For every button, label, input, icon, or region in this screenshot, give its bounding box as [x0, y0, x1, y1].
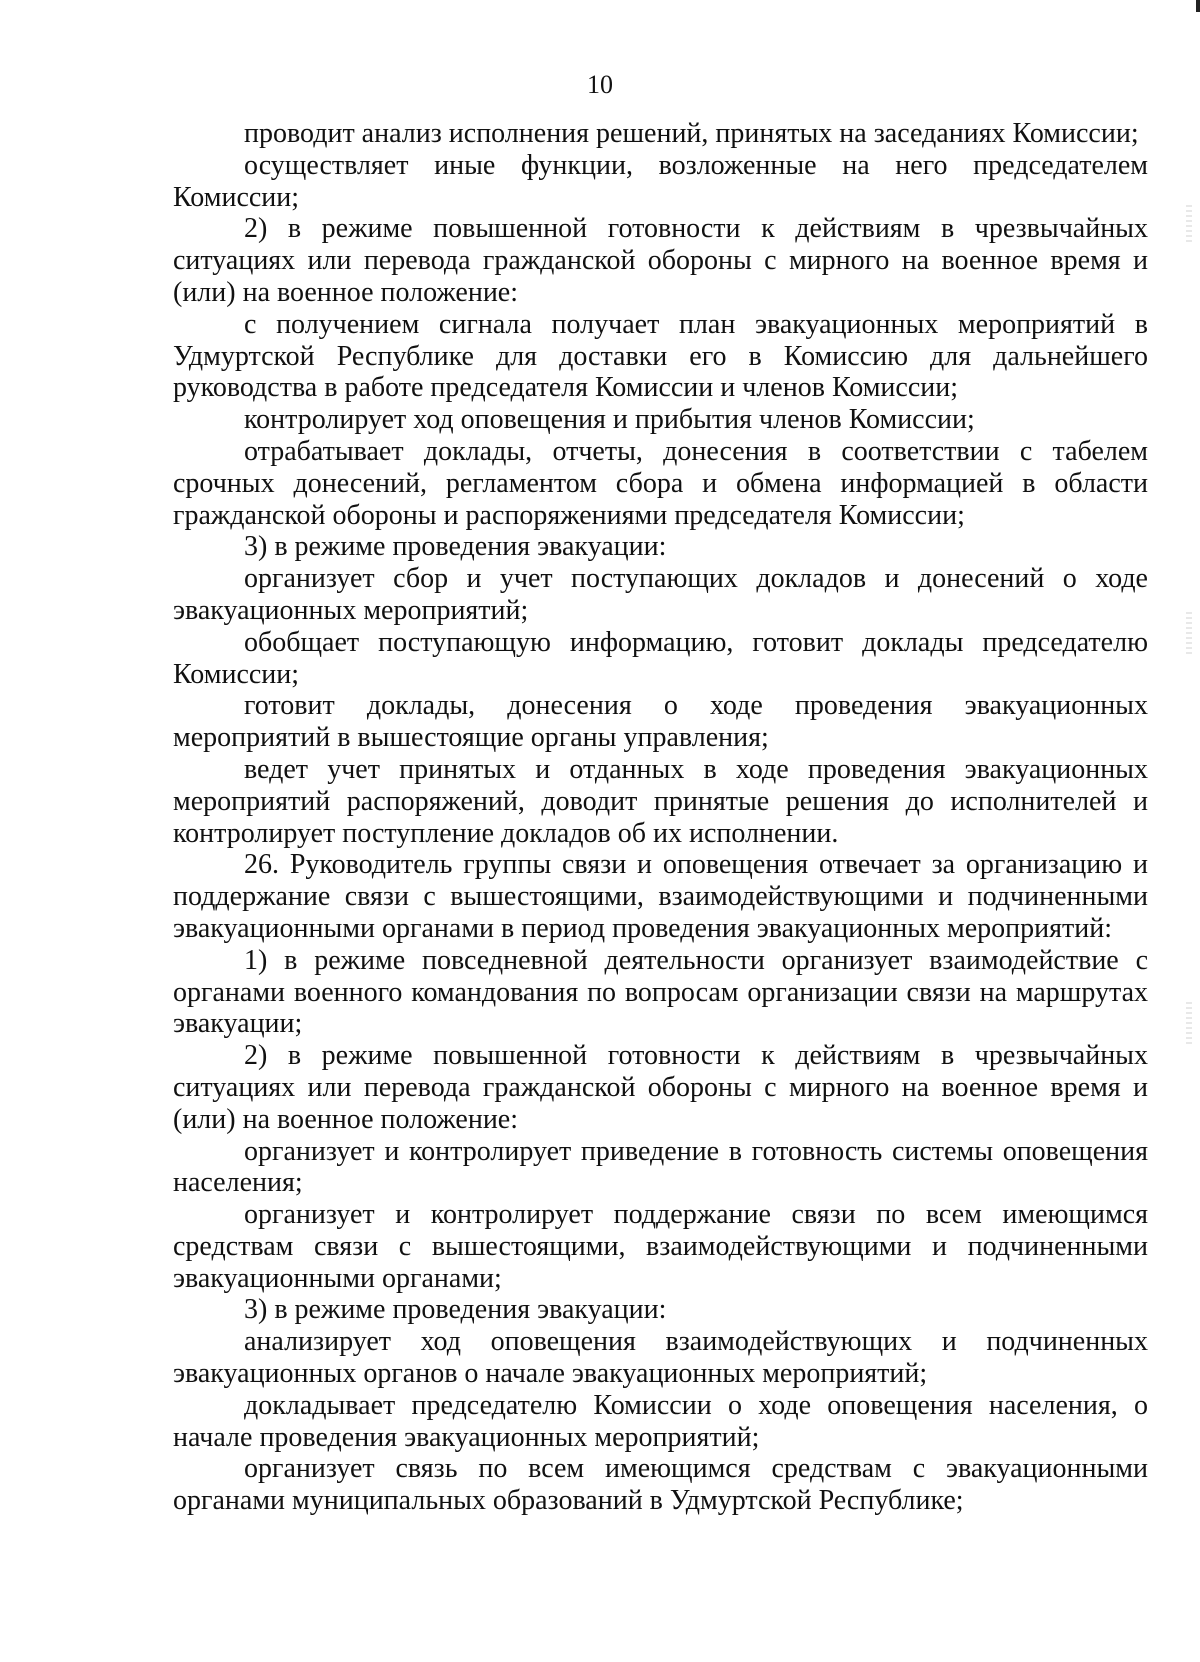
paragraph: анализирует ход оповещения взаимодействующих и подчиненных эвакуационных органов о начале эвакуационных мероприятий; [173, 1326, 1148, 1390]
paragraph: 3) в режиме проведения эвакуации: [244, 1294, 667, 1326]
paragraph: 1) в режиме повседневной деятельности организует взаимодействие с органами военного командования по вопросам организации связи на маршрутах эвакуации; [173, 944, 1148, 1040]
scan-artifact [1196, 0, 1200, 12]
paragraph: с получением сигнала получает план эвакуационных мероприятий в Удмуртской Республике для доставки его в Комиссию для дальнейшего руководства в работе председателя Комиссии и членов Комиссии; [173, 308, 1148, 404]
paragraph: организует и контролирует поддержание связи по всем имеющимся средствам связи с вышестоящими, взаимодействующими и подчиненными эвакуационными органами; [173, 1199, 1148, 1294]
paragraph: 2) в режиме повышенной готовности к действиям в чрезвычайных ситуациях или перевода гражданской обороны с мирного на военное время и (или) на военное положение: [173, 1040, 1148, 1135]
scan-artifact [1186, 612, 1192, 656]
scan-artifact [1186, 205, 1192, 245]
paragraph: 3) в режиме проведения эвакуации: [244, 531, 667, 563]
scan-artifact [1186, 1002, 1192, 1046]
paragraph: отрабатывает доклады, отчеты, донесения в соответствии с табелем срочных донесений, регламентом сбора и обмена информацией в области гражданской обороны и распоряжениями председателя Комиссии; [173, 435, 1148, 531]
paragraph: осуществляет иные функции, возложенные на него председателем Комиссии; [173, 149, 1148, 213]
paragraph: организует сбор и учет поступающих докладов и донесений о ходе эвакуационных мероприятий; [173, 563, 1148, 626]
paragraph: организует связь по всем имеющимся средствам с эвакуационными органами муниципальных образований в Удмуртской Республике; [173, 1453, 1148, 1517]
document-body [173, 118, 1148, 1517]
page-number: 10 [587, 70, 613, 99]
paragraph: докладывает председателю Комиссии о ходе оповещения населения, о начале проведения эвакуационных мероприятий; [173, 1389, 1148, 1453]
paragraph: 2) в режиме повышенной готовности к действиям в чрезвычайных ситуациях или перевода гражданской обороны с мирного на военное время и (или) на военное положение: [173, 213, 1148, 308]
paragraph: готовит доклады, донесения о ходе проведения эвакуационных мероприятий в вышестоящие органы управления; [173, 690, 1148, 754]
paragraph: обобщает поступающую информацию, готовит доклады председателю Комиссии; [173, 626, 1148, 690]
paragraph: проводит анализ исполнения решений, принятых на заседаниях Комиссии; [244, 118, 1139, 149]
paragraph: организует и контролирует приведение в готовность системы оповещения населения; [173, 1135, 1148, 1199]
paragraph: 26. Руководитель группы связи и оповещения отвечает за организацию и поддержание связи с вышестоящими, взаимодействующими и подчиненными эвакуационными органами в период проведения эвакуационных мероприятий: [173, 849, 1148, 944]
paragraph: ведет учет принятых и отданных в ходе проведения эвакуационных мероприятий распоряжений, доводит принятые решения до исполнителей и контролирует поступление докладов об их исполнении. [173, 753, 1148, 849]
paragraph: контролирует ход оповещения и прибытия членов Комиссии; [244, 404, 975, 436]
